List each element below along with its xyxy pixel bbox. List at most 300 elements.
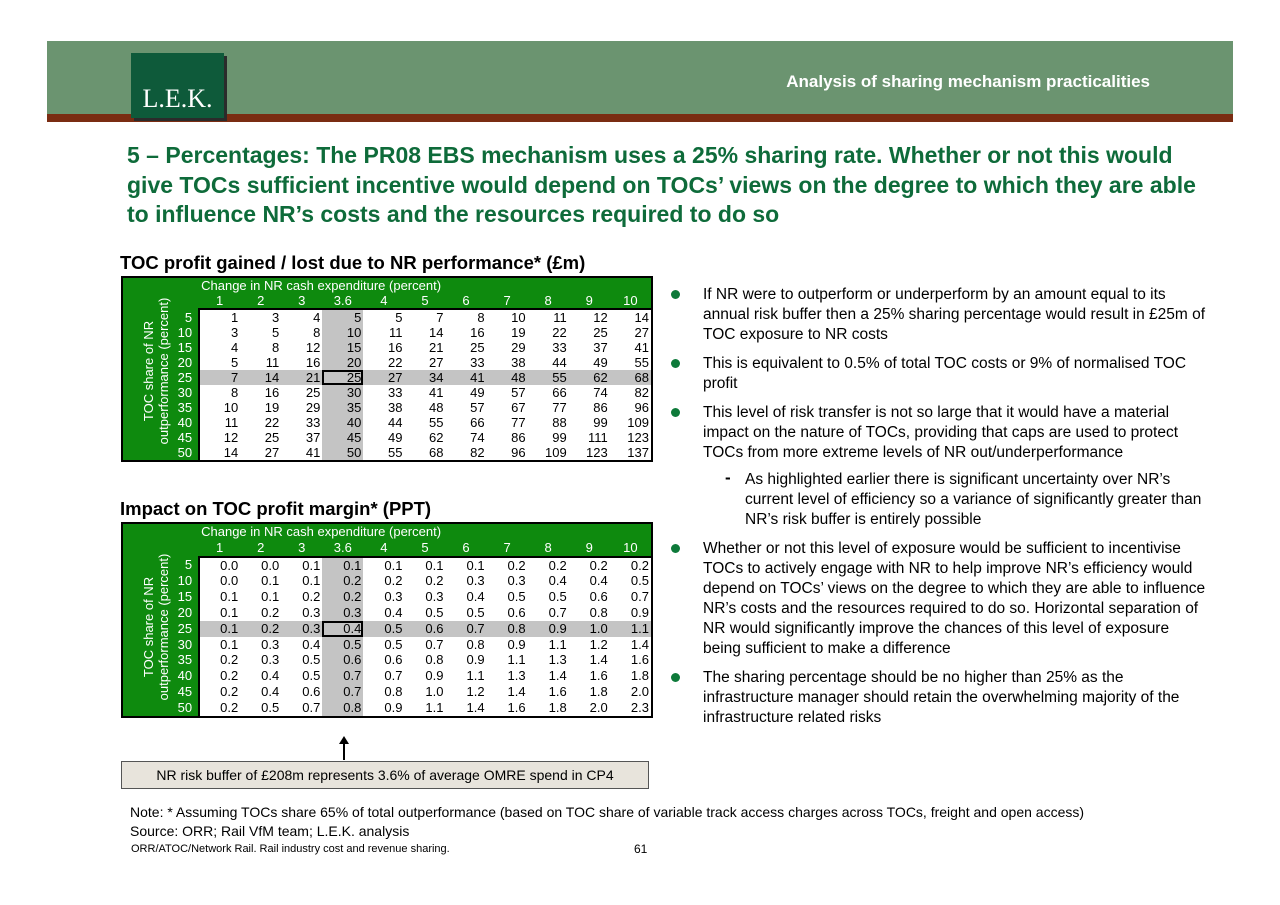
table-cell: 1.8 <box>548 699 567 715</box>
column-header: 7 <box>487 293 528 309</box>
table-cell: 0.7 <box>322 668 363 684</box>
table-cell: 12 <box>223 430 239 445</box>
table-cell: 0.6 <box>507 604 526 620</box>
table-row <box>123 415 651 430</box>
table-cell: 8 <box>477 310 485 325</box>
table-cell: 0.4 <box>384 604 403 620</box>
table-cell: 37 <box>305 430 321 445</box>
table-cell: 74 <box>593 385 608 400</box>
table-cell: 57 <box>470 400 485 415</box>
table-cell: 25 <box>593 325 608 340</box>
table-cell: 19 <box>511 325 526 340</box>
table-cell: 22 <box>387 355 403 370</box>
table-cell: 0.2 <box>240 621 281 637</box>
bullet-text: If NR were to outperform or underperform by an amount equal to its annual risk buffer then a 25% sharing percentage would result in £25m of TOC exposure to NR costs <box>703 286 1206 343</box>
table-cell: 0.3 <box>261 652 280 668</box>
row-header: 20 <box>171 605 199 621</box>
table-cell: 0.2 <box>589 557 608 573</box>
row-header: 45 <box>171 430 199 445</box>
table-cell: 68 <box>429 445 444 460</box>
table-cell: 1.6 <box>548 683 567 699</box>
table-cell: 16 <box>264 385 280 400</box>
row-header: 35 <box>171 400 199 415</box>
column-header: 2 <box>240 540 281 557</box>
table2-grid <box>123 524 651 716</box>
table-cell: 33 <box>552 340 567 355</box>
row-caption <box>127 286 171 456</box>
page-number: 61 <box>634 842 648 856</box>
table-cell: 21 <box>281 370 322 385</box>
table-cell: 1.1 <box>425 699 444 715</box>
table-cell: 0.4 <box>261 668 280 684</box>
table-cell: 0.2 <box>322 589 363 605</box>
table-cell: 27 <box>634 325 649 340</box>
table-cell: 0.1 <box>220 589 239 605</box>
table-cell: 19 <box>264 400 280 415</box>
bullet-icon <box>671 544 680 553</box>
table-cell: 0.6 <box>384 652 403 668</box>
dash-icon: - <box>725 468 731 487</box>
column-header: 5 <box>404 293 445 309</box>
table-cell: 44 <box>552 355 567 370</box>
column-header: 6 <box>446 293 487 309</box>
table-cell: 99 <box>552 430 567 445</box>
table-cell: 0.3 <box>507 573 526 589</box>
table-cell: 0.3 <box>261 636 280 652</box>
table-cell: 0.5 <box>507 589 526 605</box>
table-row <box>123 700 651 716</box>
table-cell: 25 <box>264 430 280 445</box>
table-cell: 25 <box>470 340 485 355</box>
table-cell: 2.0 <box>630 683 649 699</box>
table-cell: 0.7 <box>302 699 321 715</box>
table-cell: 1.1 <box>466 668 485 684</box>
table-cell: 25 <box>305 385 321 400</box>
table-cell: 0.1 <box>220 604 239 620</box>
lek-logo <box>131 53 224 118</box>
table-cell: 27 <box>429 355 444 370</box>
table-cell: 5 <box>395 310 403 325</box>
table-cell: 0.9 <box>425 668 444 684</box>
table-cell: 66 <box>470 415 485 430</box>
table-cell: 1.4 <box>630 636 649 652</box>
table-cell: 0.3 <box>425 589 444 605</box>
table-cell: 48 <box>429 400 444 415</box>
column-header: 1 <box>199 540 240 557</box>
table-cell: 3 <box>230 325 239 340</box>
table-cell: 0.8 <box>487 621 528 637</box>
table-cell: 0.5 <box>466 604 485 620</box>
row-header: 25 <box>171 621 199 637</box>
row-header: 20 <box>171 355 199 370</box>
table-cell: 1.6 <box>589 668 608 684</box>
table-cell: 11 <box>388 325 403 340</box>
sub-bullet-item <box>669 470 1209 530</box>
table-cell: 62 <box>429 430 444 445</box>
source-text: Source: ORR; Rail VfM team; L.E.K. analysis <box>130 823 410 839</box>
column-header: 3.6 <box>322 540 363 557</box>
table-cell: 0.5 <box>261 699 280 715</box>
table-cell: 0.0 <box>261 557 280 573</box>
table-cell: 0.1 <box>466 557 485 573</box>
table-cell: 0.2 <box>425 573 444 589</box>
bullet-item <box>669 403 1209 463</box>
table-row <box>123 557 651 574</box>
table-cell: 0.5 <box>302 652 321 668</box>
row-header: 15 <box>171 589 199 605</box>
table-cell: 0.9 <box>507 636 526 652</box>
bullet-text: As highlighted earlier there is significant uncertainty over NR’s current level of efficiency so a variance of significantly greater than NR’s risk buffer is entirely possible <box>745 471 1202 528</box>
table-cell: 0.4 <box>466 589 485 605</box>
table-cell: 0.2 <box>322 573 363 589</box>
table-cell: 0.9 <box>466 652 485 668</box>
table-row <box>123 340 651 355</box>
table-row <box>123 355 651 370</box>
table-cell: 0.1 <box>425 557 444 573</box>
table-cell: 0.3 <box>281 621 322 637</box>
table-cell: 0.7 <box>322 684 363 700</box>
table-cell: 96 <box>511 445 526 460</box>
table1-grid <box>123 278 651 460</box>
table-cell: 8 <box>272 340 280 355</box>
table-cell: 0.8 <box>589 604 608 620</box>
table-row <box>123 684 651 700</box>
table-cell: 111 <box>587 430 608 445</box>
table-cell: 10 <box>322 325 363 340</box>
table-cell: 74 <box>470 430 485 445</box>
table-cell: 35 <box>322 400 363 415</box>
table-cell: 67 <box>511 400 526 415</box>
column-header: 9 <box>569 293 610 309</box>
slide-headline: 5 – Percentages: The PR08 EBS mechanism uses a 25% sharing rate. Whether or not this would give TOCs sufficient incentive would depend on TOCs’ views on the degree to which they are able to influence NR’s costs and the resources required to do so <box>127 142 1196 227</box>
note <box>130 803 1084 841</box>
table-cell: 55 <box>387 445 403 460</box>
table-cell: 49 <box>387 430 403 445</box>
row-header: 45 <box>171 684 199 700</box>
table-cell: 77 <box>552 400 567 415</box>
table-cell: 137 <box>627 445 649 460</box>
table-cell: 55 <box>528 370 569 385</box>
row-header: 5 <box>171 557 199 574</box>
row-header: 30 <box>171 385 199 400</box>
table-cell: 0.9 <box>528 621 569 637</box>
row-caption <box>127 542 171 712</box>
table-cell: 123 <box>627 430 649 445</box>
bullet-icon <box>671 359 680 368</box>
row-header: 35 <box>171 652 199 668</box>
table-cell: 27 <box>363 370 404 385</box>
table-cell: 0.1 <box>261 573 280 589</box>
bullet-text: The sharing percentage should be no higher than 25% as the infrastructure manager should retain the overwhelming majority of the infrastructure related risks <box>703 669 1180 726</box>
table-cell: 0.1 <box>322 557 363 574</box>
bullet-icon <box>671 408 680 417</box>
table-cell: 1.6 <box>507 699 526 715</box>
table-cell: 0.1 <box>261 589 280 605</box>
table-cell: 0.3 <box>466 573 485 589</box>
table-cell: 5 <box>230 355 239 370</box>
table-row <box>123 621 651 637</box>
table-cell: 34 <box>404 370 445 385</box>
table-cell: 15 <box>322 340 363 355</box>
header-strip <box>47 114 1233 122</box>
table-cell: 0.2 <box>507 557 526 573</box>
table-cell: 41 <box>305 445 321 460</box>
table-cell: 1.1 <box>507 652 526 668</box>
table-cell: 1.4 <box>507 683 526 699</box>
table-cell: 0.1 <box>199 621 240 637</box>
table-cell: 0.2 <box>220 699 239 715</box>
column-header: 2 <box>240 293 281 309</box>
table-cell: 0.2 <box>261 604 280 620</box>
table-row <box>123 430 651 445</box>
table-cell: 38 <box>387 400 403 415</box>
table-cell: 33 <box>387 385 403 400</box>
table-cell: 14 <box>429 325 444 340</box>
row-header: 40 <box>171 415 199 430</box>
table-cell: 1.4 <box>466 699 485 715</box>
table-row <box>123 668 651 684</box>
table-cell: 10 <box>511 310 526 325</box>
table-cell: 33 <box>305 415 321 430</box>
table-cell: 0.8 <box>425 652 444 668</box>
table-cell: 8 <box>313 325 321 340</box>
table-cell: 48 <box>487 370 528 385</box>
table-cell: 55 <box>634 355 649 370</box>
column-header: 6 <box>446 540 487 557</box>
bullet-item <box>669 668 1209 728</box>
column-header: 5 <box>404 540 445 557</box>
table-cell: 57 <box>511 385 526 400</box>
table-cell: 49 <box>470 385 485 400</box>
table-cell: 68 <box>610 370 651 385</box>
table-cell: 86 <box>593 400 608 415</box>
table-cell: 0.6 <box>404 621 445 637</box>
logo-text: L.E.K. <box>142 84 213 113</box>
table-cell: 0.7 <box>425 636 444 652</box>
table-cell: 22 <box>552 325 567 340</box>
table-cell: 41 <box>446 370 487 385</box>
table-cell: 0.7 <box>548 604 567 620</box>
table-cell: 2.3 <box>630 699 649 715</box>
row-header: 10 <box>171 573 199 589</box>
row-header: 15 <box>171 340 199 355</box>
table-cell: 20 <box>322 355 363 370</box>
table-cell: 1.3 <box>507 668 526 684</box>
table-cell: 0.7 <box>384 668 403 684</box>
table-cell: 11 <box>553 310 567 325</box>
table-cell: 4 <box>230 340 239 355</box>
table-cell: 11 <box>265 355 280 370</box>
table-row <box>123 325 651 340</box>
table-cell: 10 <box>223 400 239 415</box>
table-cell: 1.1 <box>610 621 651 637</box>
row-header: 30 <box>171 637 199 653</box>
table-cell: 0.5 <box>630 573 649 589</box>
table-cell: 41 <box>429 385 444 400</box>
table-cell: 2.0 <box>589 699 608 715</box>
table-cell: 0.3 <box>302 604 321 620</box>
column-header: 1 <box>199 293 240 309</box>
table-row <box>123 589 651 605</box>
profit-table <box>121 276 653 462</box>
table-cell: 0.4 <box>261 683 280 699</box>
bullet-list <box>669 285 1209 737</box>
table-cell: 16 <box>470 325 485 340</box>
table-cell: 1.3 <box>548 652 567 668</box>
table-cell: 0.2 <box>220 652 239 668</box>
table-cell: 0.5 <box>302 668 321 684</box>
table-cell: 1.2 <box>589 636 608 652</box>
table-cell: 0.7 <box>630 589 649 605</box>
table-row <box>123 370 651 385</box>
column-caption: Change in NR cash expenditure (percent) <box>199 278 651 293</box>
table-row <box>123 652 651 668</box>
table-cell: 0.2 <box>548 557 567 573</box>
table-cell: 41 <box>634 340 649 355</box>
column-header: 8 <box>528 540 569 557</box>
column-header: 3.6 <box>322 293 363 309</box>
table-cell: 66 <box>552 385 567 400</box>
table-cell: 0.8 <box>384 683 403 699</box>
table-cell: 62 <box>569 370 610 385</box>
table-cell: 0.4 <box>548 573 567 589</box>
table-cell: 0.5 <box>425 604 444 620</box>
table-cell: 49 <box>593 355 608 370</box>
table-cell: 0.4 <box>302 636 321 652</box>
column-header: 4 <box>363 293 404 309</box>
note-text: Note: * Assuming TOCs share 65% of total outperformance (based on TOC share of variable track access charges across TOCs, freight and open access) <box>130 804 1085 820</box>
table-cell: 1 <box>230 310 239 325</box>
table-cell: 29 <box>305 400 321 415</box>
column-caption: Change in NR cash expenditure (percent) <box>199 524 651 540</box>
table-cell: 0.8 <box>466 636 485 652</box>
table-cell: 82 <box>470 445 485 460</box>
table-cell: 12 <box>305 340 321 355</box>
row-header: 50 <box>171 700 199 716</box>
table-row <box>123 385 651 400</box>
table-row <box>123 573 651 589</box>
table-cell: 50 <box>322 445 363 460</box>
table-cell: 1.4 <box>589 652 608 668</box>
row-header: 25 <box>171 370 199 385</box>
table-cell: 1.0 <box>569 621 610 637</box>
table-cell: 0.1 <box>302 557 321 573</box>
table-cell: 96 <box>634 400 649 415</box>
table-cell: 88 <box>552 415 567 430</box>
table-cell: 40 <box>322 415 363 430</box>
table-cell: 33 <box>470 355 485 370</box>
table-cell: 14 <box>223 445 239 460</box>
table-cell: 0.6 <box>589 589 608 605</box>
column-header: 10 <box>610 293 651 309</box>
table-cell: 38 <box>511 355 526 370</box>
table-cell: 0.1 <box>384 557 403 573</box>
table-cell: 11 <box>224 415 239 430</box>
bullet-text: Whether or not this level of exposure would be sufficient to incentivise TOCs to actively engage with NR to help improve NR’s efficiency would depend on TOCs’ views on the degree to which they are able to influence NR’s costs and the resources required to do so. Horizontal separation of NR would significantly improve the chances of this level of exposure being sufficient to make a difference <box>703 540 1206 657</box>
column-header: 3 <box>281 540 322 557</box>
table-cell: 21 <box>429 340 444 355</box>
table-cell: 77 <box>511 415 526 430</box>
row-caption-text: TOC share of NR outperformance (percent) <box>141 553 171 700</box>
table-cell: 4 <box>313 310 321 325</box>
table-cell: 86 <box>511 430 526 445</box>
table-cell: 16 <box>387 340 403 355</box>
risk-buffer-callout: NR risk buffer of £208m represents 3.6% of average OMRE spend in CP4 <box>121 761 649 789</box>
table-cell: 0.9 <box>384 699 403 715</box>
table-cell: 0.7 <box>446 621 487 637</box>
section-title: Analysis of sharing mechanism practicalities <box>786 72 1150 91</box>
table-row <box>123 637 651 653</box>
table-row <box>123 605 651 621</box>
table-cell: 7 <box>436 310 444 325</box>
column-header: 4 <box>363 540 404 557</box>
arrowhead-icon <box>339 736 349 744</box>
table2-title: Impact on TOC profit margin* (PPT) <box>120 498 432 519</box>
table-cell: 29 <box>511 340 526 355</box>
table-cell: 0.4 <box>322 621 363 637</box>
table-cell: 12 <box>593 310 608 325</box>
footer-text: ORR/ATOC/Network Rail. Rail industry cost and revenue sharing. <box>131 843 450 855</box>
column-header: 10 <box>610 540 651 557</box>
row-header: 50 <box>171 445 199 460</box>
table-cell: 0.2 <box>220 668 239 684</box>
bullet-text: This level of risk transfer is not so large that it would have a material impact on the nature of TOCs, providing that caps are used to protect TOCs from more extreme levels of NR out/underperformance <box>703 404 1179 461</box>
row-header: 40 <box>171 668 199 684</box>
bullet-item <box>669 354 1209 394</box>
table-cell: 0.2 <box>220 683 239 699</box>
table-cell: 5 <box>272 325 280 340</box>
table-cell: 0.5 <box>384 636 403 652</box>
table-row <box>123 400 651 415</box>
table-cell: 0.1 <box>220 636 239 652</box>
table-cell: 0.5 <box>548 589 567 605</box>
row-header: 10 <box>171 325 199 340</box>
table-cell: 14 <box>240 370 281 385</box>
table-cell: 37 <box>593 340 608 355</box>
bullet-icon <box>671 673 680 682</box>
table-cell: 0.9 <box>630 604 649 620</box>
table-cell: 1.2 <box>466 683 485 699</box>
table-cell: 123 <box>586 445 608 460</box>
table-cell: 5 <box>322 309 363 325</box>
table-cell: 0.8 <box>322 700 363 716</box>
column-header: 8 <box>528 293 569 309</box>
table-cell: 1.8 <box>589 683 608 699</box>
table-cell: 0.0 <box>220 573 239 589</box>
table-cell: 30 <box>322 385 363 400</box>
table-cell: 1.8 <box>630 668 649 684</box>
table-row <box>123 309 651 325</box>
table-cell: 22 <box>264 415 280 430</box>
table-cell: 1.6 <box>630 652 649 668</box>
table-cell: 0.0 <box>220 557 239 573</box>
table-cell: 1.4 <box>548 668 567 684</box>
row-caption-text: TOC share of NR outperformance (percent) <box>141 297 171 445</box>
table-cell: 0.1 <box>302 573 321 589</box>
table-cell: 0.4 <box>589 573 608 589</box>
table-cell: 0.2 <box>384 573 403 589</box>
table-cell: 44 <box>387 415 403 430</box>
table-cell: 3 <box>272 310 280 325</box>
bullet-text: This is equivalent to 0.5% of total TOC costs or 9% of normalised TOC profit <box>703 355 1187 392</box>
table-cell: 25 <box>322 370 363 385</box>
table-cell: 1.1 <box>548 636 567 652</box>
margin-table <box>121 522 653 718</box>
table-cell: 45 <box>322 430 363 445</box>
table-cell: 1.0 <box>425 683 444 699</box>
table-cell: 55 <box>429 415 444 430</box>
table1-title: TOC profit gained / lost due to NR performance* (£m) <box>120 252 586 273</box>
